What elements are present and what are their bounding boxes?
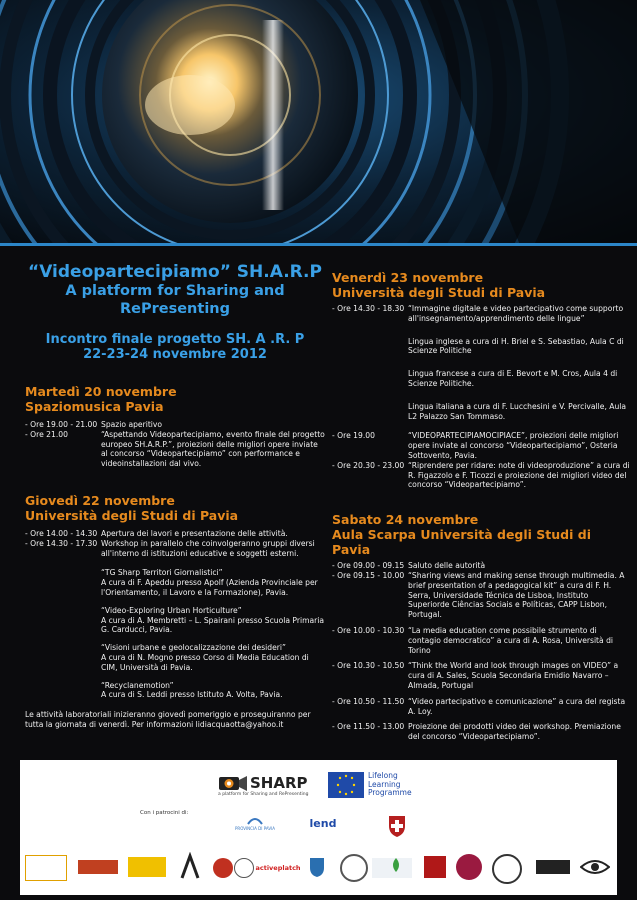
provincia-logo (220, 810, 290, 834)
activeplatch-text: activeplatch (255, 864, 301, 872)
schedule-time: - Ore 14.30 - 18.30 (332, 304, 405, 313)
schedule-row (332, 561, 632, 571)
sponsor-logos-panel (20, 760, 617, 895)
schedule-text: Saluto delle autorità (408, 561, 486, 571)
language-list (332, 324, 632, 422)
schedule-time: - Ore 10.00 - 10.30 (332, 625, 405, 635)
schedule-time: - Ore 10.50 - 11.50 (332, 696, 405, 706)
left-column (25, 262, 325, 730)
schedule-row (332, 421, 632, 460)
schedule-text: “Aspettando Videopartecipiamo, evento finale del progetto europeo SH.A.R.P.”, proiezioni delle migliori opere inviate al concorso “Videopartecipiamo” con performance e videoinstallazioni dal vivo. (101, 429, 325, 469)
schedule-row (332, 691, 632, 717)
lend-logo (298, 812, 348, 834)
event-subtitle: A platform for Sharing and RePresenting (65, 283, 285, 317)
llp-line3: Programme (368, 788, 412, 798)
llp-line2: Learning (368, 779, 401, 789)
schedule-row (25, 430, 325, 469)
hero-lens-image (0, 0, 637, 245)
language-item: Lingua italiana a cura di F. Lucchesini e V. Percivalle, Aula L2 Palazzo San Tommaso. (408, 401, 627, 421)
schedule-table (332, 561, 632, 742)
schedule-time: - Ore 10.30 - 10.50 (332, 661, 405, 671)
comune-crest-logo (382, 810, 412, 840)
lifelong-learning-logo (328, 768, 428, 802)
right-column (332, 270, 632, 742)
schedule-text: “VIDEOPARTECIPIAMOCIPIACE”, proiezioni delle migliori opere inviate al concorso “Videopartecipiamo”, Osteria Sottovento, Pavia. (408, 431, 619, 460)
info-note: Le attività laboratoriali inizieranno giovedì pomeriggio e proseguiranno per tutta la giornata di venerdì. Per informazioni lidiacquaotta@yahoo.it (25, 710, 311, 729)
crest-icon (387, 812, 407, 838)
workshop-title: “Video-Exploring Urban Horticulture” (101, 605, 242, 615)
schedule-time: - Ore 19.00 (332, 431, 375, 441)
day-title: Venerdì 23 novembre (332, 270, 484, 285)
workshop-detail: A cura di F. Apeddu presso Apolf (Azienda Provinciale per l'Orientamento, il Lavoro e la Formazione), Pavia. (101, 578, 318, 597)
workshop-title: “Visioni urbane e geolocalizzazione dei desideri” (101, 643, 286, 653)
workshop-item (101, 568, 325, 597)
schedule-text: Spazio aperitivo (101, 420, 163, 429)
schedule-table (25, 420, 325, 469)
schedule-time: - Ore 21.00 (25, 429, 68, 439)
logo-16 (580, 858, 610, 876)
logo-6 (234, 858, 254, 878)
workshop-title: “Recyclanemotion” (101, 680, 174, 690)
schedule-row (332, 716, 632, 742)
workshop-list (25, 558, 325, 700)
logo-13 (456, 854, 482, 880)
workshop-detail: A cura di A. Membretti – L. Spairani presso Scuola Primaria G. Carducci, Pavia. (101, 615, 325, 635)
schedule-text: Apertura dei lavori e presentazione delle attività. (101, 528, 288, 538)
schedule-row (332, 304, 632, 324)
schedule-text: “Immagine digitale e video partecipativo come supporto all'insegnamento/apprendimento delle lingue” (408, 304, 624, 323)
workshop-item (101, 643, 325, 672)
schedule-table (332, 304, 632, 490)
schedule-row (332, 461, 632, 490)
meeting-name: Incontro finale progetto SH. A .R. P (45, 332, 305, 347)
schedule-text: Workshop in parallelo che coinvolgeranno gruppi diversi all'interno di istituzioni educative e soggetti esterni. (101, 538, 315, 558)
workshop-detail: A cura di S. Leddi presso Istituto A. Volta, Pavia. (101, 690, 283, 700)
day-thursday (25, 493, 325, 730)
event-title: “Videopartecipiamo” SH.A.R.P (28, 262, 322, 282)
logo-8-icon (309, 856, 325, 878)
logo-2 (78, 860, 118, 874)
workshop-title: “TG Sharp Territori Giornalistici” (101, 568, 223, 578)
logo-12 (424, 856, 446, 878)
schedule-text: “Sharing views and making sense through multimedia. A brief presentation of a pedagogical kit” a cura di F. H. Serra, Universidade Técnica de Lisboa, Instituto Superiorde Ciências Sociais e Políticas, CAPP Lisbon, Portugal. (408, 570, 625, 620)
schedule-time: - Ore 09.00 - 09.15 (332, 561, 405, 571)
language-item: Lingua inglese a cura di H. Briel e S. Sebastiao, Aula C di Scienze Politiche (408, 336, 624, 356)
day-friday (332, 270, 632, 490)
logo-3 (128, 857, 166, 877)
schedule-time: - Ore 09.15 - 10.00 (332, 570, 405, 580)
schedule-time: - Ore 14.00 - 14.30 (25, 528, 98, 538)
schedule-time: - Ore 14.30 - 17.30 (25, 538, 98, 548)
eye-icon (580, 858, 610, 876)
logo-11 (390, 856, 402, 874)
header-divider (0, 243, 637, 246)
day-venue: Aula Scarpa Università degli Studi di Pavia (332, 527, 591, 558)
day-venue: Spaziomusica Pavia (25, 399, 164, 414)
schedule-time: - Ore 19.00 - 21.00 (25, 420, 98, 429)
logo-1 (25, 855, 67, 881)
schedule-table (25, 529, 325, 700)
leaf-icon (390, 856, 402, 874)
meeting-dates: 22-23-24 novembre 2012 (83, 347, 267, 362)
workshop-item (101, 606, 325, 635)
eu-flag-icon (328, 772, 364, 798)
day-venue: Università degli Studi di Pavia (25, 507, 239, 523)
day-title: Martedì 20 novembre (25, 384, 177, 399)
schedule-row (332, 620, 632, 655)
logo-9 (340, 854, 368, 882)
logo-4-icon (178, 852, 202, 880)
schedule-time: - Ore 20.30 - 23.00 (332, 460, 405, 470)
workshop-detail: A cura di N. Mogno presso Corso di Media Education di CIM, Università di Pavia. (101, 652, 309, 672)
sharp-logo (218, 768, 318, 802)
day-title: Giovedì 22 novembre (25, 492, 175, 508)
logo-14 (492, 854, 522, 884)
day-title: Sabato 24 novembre (332, 512, 479, 528)
schedule-row (25, 529, 325, 539)
schedule-row (25, 539, 325, 559)
sharp-camera-icon (218, 774, 248, 792)
schedule-text: “Think the World and look through images on VIDEO” a cura di A. Sales, Scuola Secondaria Emidio Navarro –Almada, Portugal (408, 661, 619, 690)
provincia-text: PROVINCIA DI PAVIA (235, 825, 275, 831)
schedule-row (332, 655, 632, 690)
schedule-text: “Video partecipativo e comunicazione” a cura del regista A. Loy. (408, 696, 626, 716)
activeplatch-logo (256, 862, 300, 874)
schedule-row (25, 420, 325, 430)
sharp-name: SHARP (250, 773, 308, 792)
schedule-text: “La media education come possibile strumento di contagio democratico” a cura di A. Rosa, Università di Torino (408, 625, 614, 655)
logo-8 (308, 855, 326, 879)
schedule-text: “Riprendere per ridare: note di videoproduzione” a cura di R. Figazzolo e F. Ticozzi e proiezione dei migliori video del concorso “Videopartecipiamo”. (408, 460, 630, 490)
logo-15 (536, 860, 570, 874)
day-tuesday (25, 384, 325, 469)
schedule-time: - Ore 11.50 - 13.00 (332, 722, 405, 732)
schedule-text: Proiezione dei prodotti video dei workshop. Premiazione del concorso “Videopartecipiamo”. (408, 722, 621, 742)
logo-4 (178, 852, 202, 880)
llp-line1: Lifelong (368, 771, 398, 781)
day-venue: Università degli Studi di Pavia (332, 285, 546, 300)
workshop-item (101, 681, 325, 701)
provincia-emblem-icon (246, 814, 264, 826)
schedule-row (332, 571, 632, 620)
language-item: Lingua francese a cura di E. Bevort e M. Cros, Aula 4 di Scienze Politiche. (408, 369, 618, 388)
patronage-label: Con i patrocini di: (140, 810, 189, 816)
meeting-title (25, 332, 325, 362)
sharp-tagline: a platform for Sharing and RePresenting (218, 791, 309, 797)
lend-text: lend (309, 816, 337, 830)
day-saturday (332, 512, 632, 742)
logo-5 (213, 858, 233, 878)
